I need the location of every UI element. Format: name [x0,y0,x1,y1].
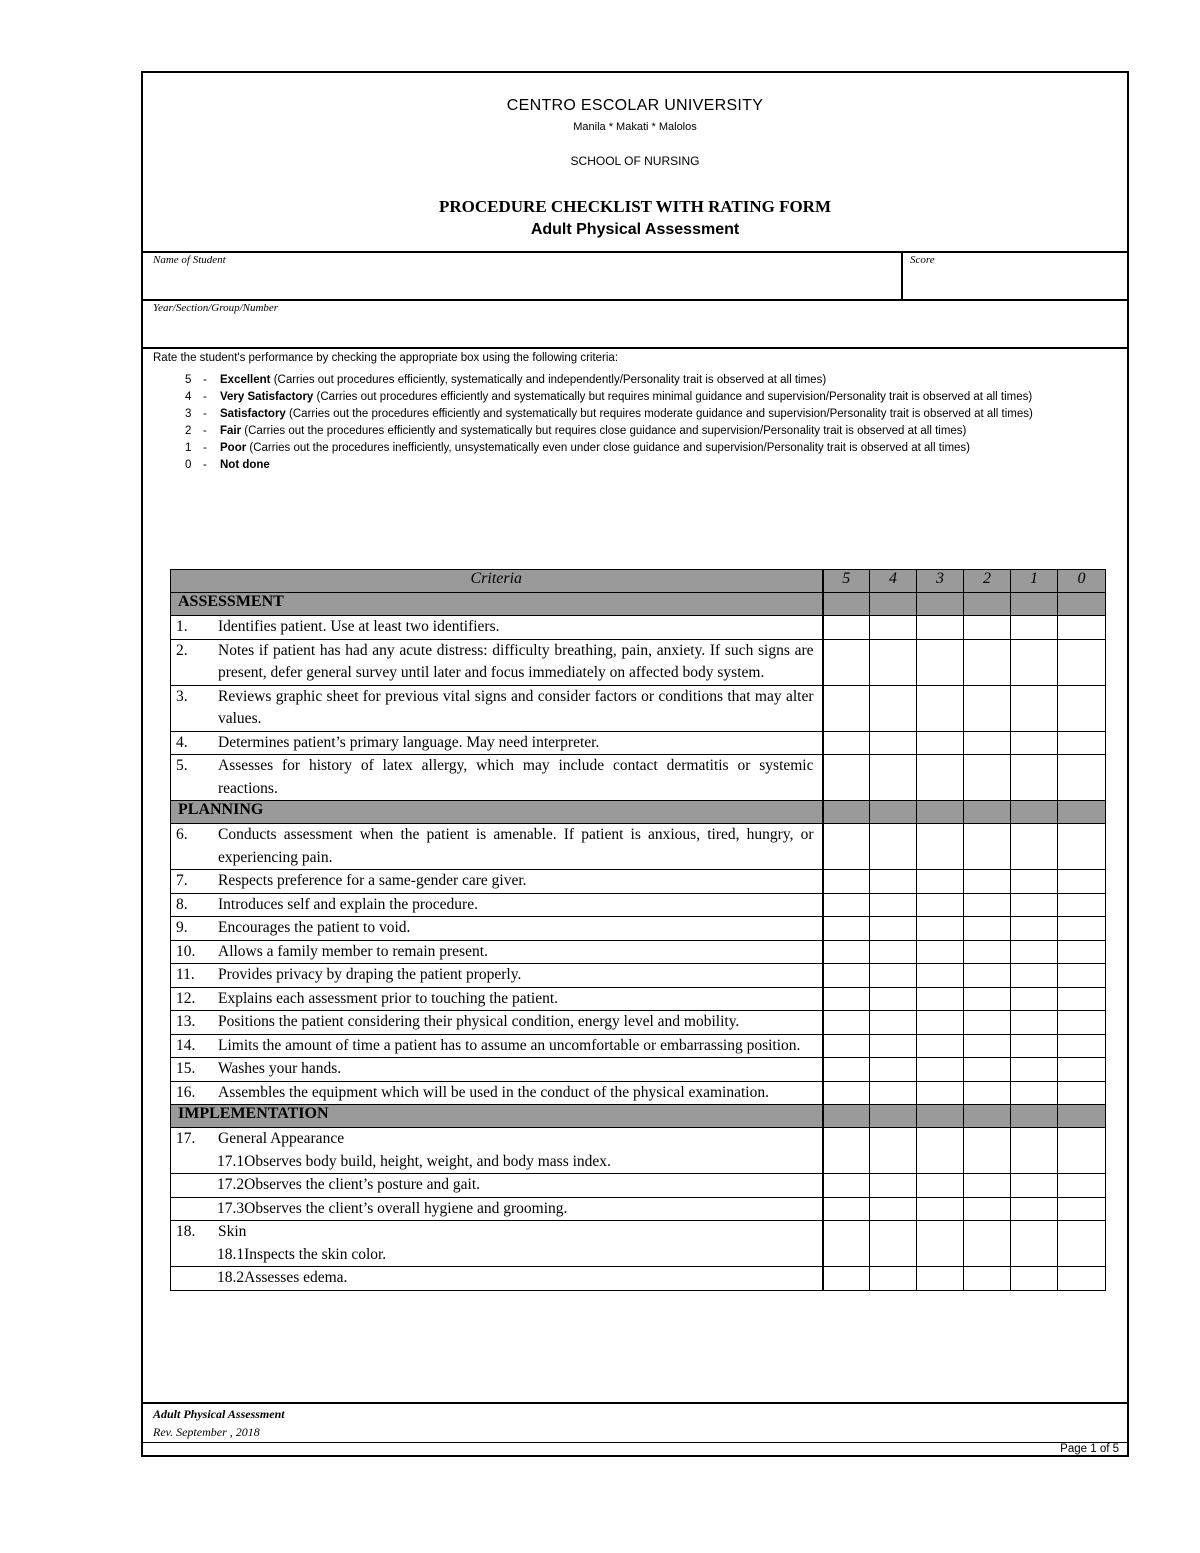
rating-box[interactable] [964,940,1011,964]
table-header-row [171,570,1106,593]
item-number: 16. [176,1083,196,1101]
item-number: 14. [176,1036,196,1054]
rating-box[interactable] [1058,870,1106,894]
item-number: 6. [176,826,188,843]
item-number: 7. [176,872,188,889]
rating-box[interactable] [870,1174,917,1198]
rating-box[interactable] [1058,940,1106,964]
rating-box[interactable] [870,1081,917,1105]
document-footer [143,1402,1127,1459]
rating-box[interactable] [823,893,870,917]
rating-box[interactable] [1011,1034,1058,1058]
rating-box[interactable] [964,1034,1011,1058]
rating-box[interactable] [870,616,917,640]
rating-box[interactable] [1011,893,1058,917]
item-text: Conducts assessment when the patient is amenable. If patient is anxious, tired, hungry, or experiencing pain. [218,826,814,866]
criterion-name: Poor [220,442,247,454]
rating-box[interactable] [1011,940,1058,964]
criteria-cell [171,964,823,988]
table-row [171,893,1106,917]
rating-box[interactable] [870,1267,917,1291]
rating-box[interactable] [1058,685,1106,731]
rating-box[interactable] [1058,1267,1106,1291]
rating-box[interactable] [964,870,1011,894]
rating-box[interactable] [1058,824,1106,870]
section-title: IMPLEMENTATION [171,1105,823,1128]
rating-box[interactable] [870,1128,917,1174]
rating-instructions [153,350,1113,474]
rating-box[interactable] [964,917,1011,941]
rating-box[interactable] [964,1267,1011,1291]
rating-box[interactable] [1011,1174,1058,1198]
item-text: Limits the amount of time a patient has to assume an uncomfortable or embarrassing position. [218,1036,801,1054]
section-row [171,1105,1106,1128]
table-row [171,824,1106,870]
rating-box[interactable] [1011,616,1058,640]
criteria-cell [171,1081,823,1105]
rating-box[interactable] [964,1011,1011,1035]
criteria-cell [171,685,823,731]
rating-box[interactable] [870,639,917,685]
rating-box[interactable] [917,1058,964,1082]
checklist-table [170,569,1106,1291]
rating-box[interactable] [1058,639,1106,685]
criteria-cell [171,893,823,917]
table-row [171,1174,1106,1198]
rating-box[interactable] [823,1034,870,1058]
item-number: 4. [176,733,188,751]
rating-box[interactable] [823,616,870,640]
rating-box[interactable] [870,755,917,801]
item-number: 8. [176,895,188,913]
criterion-2 [153,423,1113,440]
criteria-cell [171,639,823,685]
criterion-name: Very Satisfactory [220,391,314,403]
rating-box[interactable] [1011,917,1058,941]
item-number: 3. [176,687,188,705]
rating-box[interactable] [1058,917,1106,941]
footer-title: Adult Physical Assessment [153,1407,285,1421]
rating-box[interactable] [964,964,1011,988]
rating-box[interactable] [870,1034,917,1058]
item-text: General Appearance [218,1130,345,1147]
sub-item-text: 17.1Observes body build, height, weight, and body mass index. [217,1152,611,1170]
rating-box[interactable] [964,755,1011,801]
table-row [171,1081,1106,1105]
rating-box[interactable] [823,731,870,755]
criteria-cell [171,1034,823,1058]
rating-box[interactable] [823,1174,870,1198]
rating-box[interactable] [917,893,964,917]
table-row [171,917,1106,941]
table-row [171,685,1106,731]
item-number: 9. [176,919,188,936]
criterion-dash: - [203,374,207,386]
rating-box[interactable] [870,1197,917,1221]
rating-box[interactable] [823,940,870,964]
criterion-1 [153,440,1113,457]
rating-box[interactable] [1058,1221,1106,1267]
form-title: PROCEDURE CHECKLIST WITH RATING FORM [439,197,831,216]
section-row [171,801,1106,824]
criterion-dash: - [203,442,207,454]
footer-revision: Rev. September , 2018 [153,1425,260,1439]
criterion-number: 4 [185,391,192,403]
rating-box[interactable] [870,987,917,1011]
item-text: Reviews graphic sheet for previous vital signs and consider factors or conditions that may alter values. [218,687,814,727]
criteria-cell [171,1197,823,1221]
criteria-cell [171,1128,823,1174]
rating-4-header: 4 [870,570,917,593]
criteria-cell [171,1221,823,1267]
rating-box[interactable] [917,1011,964,1035]
criteria-cell [171,1267,823,1291]
criterion-dash: - [203,391,207,403]
item-text: Encourages the patient to void. [218,919,411,936]
rating-box[interactable] [823,964,870,988]
rating-box[interactable] [823,1081,870,1105]
rating-box[interactable] [964,616,1011,640]
rating-box[interactable] [917,755,964,801]
rating-box[interactable] [870,917,917,941]
criterion-name: Fair [220,425,242,437]
rating-box[interactable] [1011,685,1058,731]
rating-box[interactable] [1058,1034,1106,1058]
table-row [171,755,1106,801]
rating-box[interactable] [917,639,964,685]
item-text: Explains each assessment prior to touching the patient. [218,989,559,1007]
item-number: 17. [176,1130,196,1147]
criterion-number: 1 [185,442,192,454]
criterion-desc: (Carries out the procedures inefficiently, unsystematically even under close guidance and supervision/Personality trait is observed at all times) [246,442,970,454]
criteria-cell [171,616,823,640]
criteria-cell [171,940,823,964]
sub-item-text: 18.1Inspects the skin color. [217,1245,387,1263]
school-name: SCHOOL OF NURSING [570,154,700,168]
rating-box[interactable] [823,639,870,685]
item-number: 2. [176,641,188,659]
score-label: Score [910,254,935,266]
rating-box[interactable] [1011,1011,1058,1035]
rating-box[interactable] [1058,1081,1106,1105]
rating-box[interactable] [1011,870,1058,894]
criterion-dash: - [203,408,207,420]
criteria-header: Criteria [171,570,823,593]
item-number: 13. [176,1013,196,1030]
item-number: 5. [176,757,188,774]
rating-box[interactable] [1011,639,1058,685]
rating-box[interactable] [870,893,917,917]
score-divider [901,251,903,299]
rating-box[interactable] [1058,987,1106,1011]
criterion-desc: (Carries out the procedures efficiently and systematically but requires moderate guidance and supervision/Personality trait is observed at all times) [285,408,1033,420]
table-row [171,1197,1106,1221]
rating-box[interactable] [1011,1221,1058,1267]
form-subtitle: Adult Physical Assessment [530,221,740,238]
name-of-student-label: Name of Student [153,254,226,266]
item-number: 18. [176,1223,196,1240]
rating-box[interactable] [964,685,1011,731]
item-text: Assembles the equipment which will be used in the conduct of the physical examination. [218,1083,769,1101]
criterion-3 [153,406,1113,423]
item-text: Positions the patient considering their physical condition, energy level and mobility. [218,1013,740,1030]
criterion-desc: (Carries out procedures efficiently, systematically and independently/Personality trait is observed at all times) [270,374,827,386]
page-number: Page 1 of 5 [1060,1443,1119,1455]
student-name-row [143,251,1127,301]
criterion-name: Excellent [220,374,271,386]
table-row [171,987,1106,1011]
table-row [171,940,1106,964]
rating-box[interactable] [823,1058,870,1082]
rating-box[interactable] [823,1011,870,1035]
rating-box[interactable] [1011,964,1058,988]
table-row [171,1128,1106,1174]
rating-box[interactable] [917,1221,964,1267]
criterion-number: 2 [185,425,192,437]
rating-box[interactable] [964,987,1011,1011]
sub-item-text: 17.3Observes the client’s overall hygiene and grooming. [217,1199,568,1217]
rating-box[interactable] [917,964,964,988]
section-title: ASSESSMENT [171,593,823,616]
item-text: Provides privacy by draping the patient properly. [218,966,522,983]
rating-box[interactable] [917,987,964,1011]
item-text: Respects preference for a same-gender care giver. [218,872,527,889]
year-section-label: Year/Section/Group/Number [153,302,279,314]
criteria-cell [171,1011,823,1035]
rating-box[interactable] [1011,1197,1058,1221]
rating-box[interactable] [964,1058,1011,1082]
item-text: Assesses for history of latex allergy, which may include contact dermatitis or systemic reactions. [218,757,814,797]
rating-box[interactable] [823,1267,870,1291]
rating-box[interactable] [1011,1128,1058,1174]
criterion-4 [153,389,1113,406]
rating-box[interactable] [870,1011,917,1035]
campus-list: Manila * Makati * Malolos [573,121,697,133]
rating-0-header: 0 [1058,570,1106,593]
rating-box[interactable] [1058,1058,1106,1082]
rating-box[interactable] [917,616,964,640]
rating-box[interactable] [1011,1058,1058,1082]
rating-box[interactable] [870,870,917,894]
table-row [171,616,1106,640]
criteria-cell [171,824,823,870]
rating-box[interactable] [1011,987,1058,1011]
rating-box[interactable] [917,1128,964,1174]
table-row [171,1058,1106,1082]
criteria-cell [171,870,823,894]
rating-5-header: 5 [823,570,870,593]
rating-box[interactable] [917,824,964,870]
sub-item-text: 18.2Assesses edema. [217,1269,348,1286]
rating-box[interactable] [1058,1128,1106,1174]
rating-box[interactable] [870,824,917,870]
item-number: 15. [176,1060,196,1077]
rating-box[interactable] [823,755,870,801]
item-number: 11. [176,966,195,983]
rating-box[interactable] [1058,731,1106,755]
university-name: CENTRO ESCOLAR UNIVERSITY [506,97,764,114]
rating-box[interactable] [964,1197,1011,1221]
item-text: Skin [218,1223,247,1240]
table-row [171,639,1106,685]
criteria-cell [171,1174,823,1198]
item-number: 10. [176,942,196,960]
criterion-number: 0 [185,459,192,471]
rating-box[interactable] [964,1221,1011,1267]
criterion-name: Not done [220,459,270,471]
rating-box[interactable] [1058,1174,1106,1198]
rating-box[interactable] [1011,1081,1058,1105]
criterion-number: 3 [185,408,192,420]
section-row [171,593,1106,616]
criterion-desc: (Carries out procedures efficiently and systematically but requires minimal guidance and supervision/Personality trait is observed at all times) [313,391,1033,403]
item-text: Identifies patient. Use at least two identifiers. [218,618,500,635]
rating-box[interactable] [1011,1267,1058,1291]
rating-box[interactable] [917,940,964,964]
rating-box[interactable] [917,1267,964,1291]
rating-box[interactable] [823,987,870,1011]
item-text: Notes if patient has had any acute distress: difficulty breathing, pain, anxiety. If such signs are present, defer general survey until later and focus immediately on affected body system. [218,641,814,681]
rating-box[interactable] [1058,755,1106,801]
rating-box[interactable] [870,1221,917,1267]
criteria-cell [171,917,823,941]
table-row [171,731,1106,755]
rating-box[interactable] [870,685,917,731]
document-page [141,71,1129,1457]
criterion-name: Satisfactory [220,408,286,420]
rating-2-header: 2 [964,570,1011,593]
rating-box[interactable] [917,1081,964,1105]
rating-box[interactable] [1058,964,1106,988]
rating-box[interactable] [823,1128,870,1174]
rating-box[interactable] [1058,1011,1106,1035]
section-title: PLANNING [171,801,823,824]
rating-box[interactable] [917,870,964,894]
rating-box[interactable] [1058,1197,1106,1221]
table-row [171,1221,1106,1267]
rating-box[interactable] [870,1058,917,1082]
rating-box[interactable] [917,917,964,941]
rating-box[interactable] [917,1174,964,1198]
rating-box[interactable] [964,639,1011,685]
rating-box[interactable] [964,1128,1011,1174]
rating-box[interactable] [1011,731,1058,755]
criterion-0 [153,457,1113,474]
rating-box[interactable] [917,1034,964,1058]
table-row [171,1267,1106,1291]
rating-box[interactable] [870,731,917,755]
rating-3-header: 3 [917,570,964,593]
rating-box[interactable] [964,824,1011,870]
rating-box[interactable] [917,1197,964,1221]
rating-box[interactable] [964,1081,1011,1105]
table-row [171,1034,1106,1058]
rating-box[interactable] [823,870,870,894]
criterion-desc: (Carries out the procedures efficiently and systematically but requires close guidance and supervision/Personality trait is observed at all times) [241,425,967,437]
table-row [171,1011,1106,1035]
criterion-dash: - [203,425,207,437]
criteria-cell [171,731,823,755]
criteria-cell [171,1058,823,1082]
rating-box[interactable] [870,940,917,964]
rating-box[interactable] [1011,824,1058,870]
rating-box[interactable] [823,917,870,941]
rating-box[interactable] [1011,755,1058,801]
item-text: Allows a family member to remain present. [218,942,488,960]
item-number: 1. [176,618,188,635]
rating-1-header: 1 [1011,570,1058,593]
criteria-cell [171,755,823,801]
rating-box[interactable] [964,893,1011,917]
rating-box[interactable] [1058,893,1106,917]
rating-box[interactable] [823,1197,870,1221]
rating-box[interactable] [823,824,870,870]
criterion-5 [153,372,1113,389]
rating-box[interactable] [964,1174,1011,1198]
criteria-cell [171,987,823,1011]
rating-box[interactable] [1058,616,1106,640]
rating-box[interactable] [917,685,964,731]
item-text: Determines patient’s primary language. May need interpreter. [218,733,600,751]
rating-box[interactable] [917,731,964,755]
rating-box[interactable] [823,685,870,731]
item-number: 12. [176,989,196,1007]
criterion-dash: - [203,459,207,471]
rating-box[interactable] [964,731,1011,755]
rating-box[interactable] [823,1221,870,1267]
table-row [171,870,1106,894]
instructions-intro: Rate the student's performance by checking the appropriate box using the following criteria: [153,352,619,364]
footer-divider [143,1442,1127,1443]
sub-item-text: 17.2Observes the client’s posture and gait. [217,1176,481,1193]
year-section-row [143,299,1127,349]
table-row [171,964,1106,988]
criterion-number: 5 [185,374,192,386]
rating-box[interactable] [870,964,917,988]
item-text: Washes your hands. [218,1060,342,1077]
item-text: Introduces self and explain the procedure. [218,895,478,913]
document-header [143,73,1127,253]
